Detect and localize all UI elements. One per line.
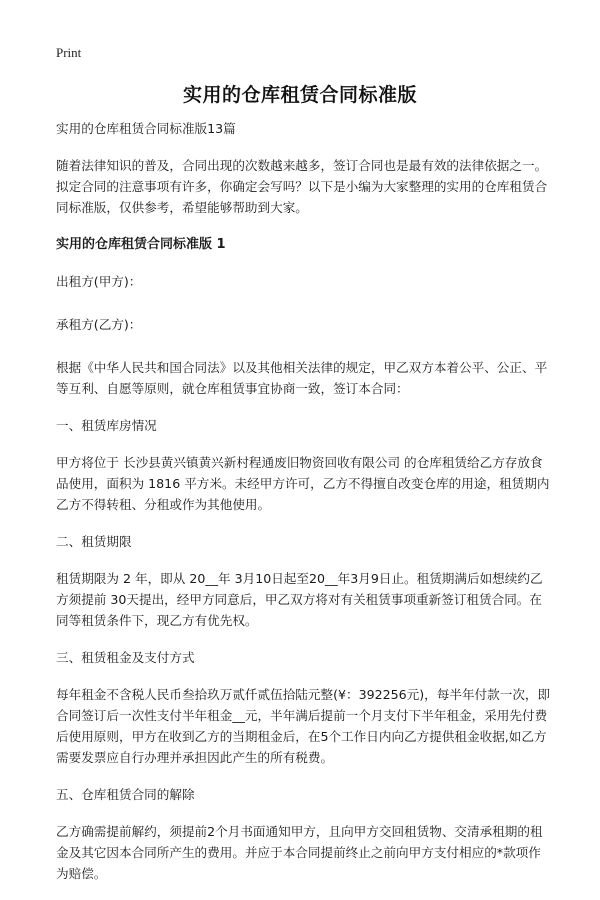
subtitle: 实用的仓库租赁合同标准版13篇 — [56, 121, 236, 136]
clause-heading: 一、租赁库房情况 — [56, 418, 157, 433]
clause-heading: 二、租赁期限 — [56, 534, 132, 549]
party-a-label: 出租方(甲方)： — [56, 274, 142, 289]
clause-text: 乙方确需提前解约，须提前2个月书面通知甲方，且向甲方交回租赁物、交清承租期的租金及其它因本合同所产生的费用。并应于本合同提前终止之前向甲方支付相应的*款项作为赔偿。 — [56, 824, 543, 881]
section-title: 实用的仓库租赁合同标准版 1 — [56, 237, 226, 252]
intro-paragraph: 随着法律知识的普及，合同出现的次数越来越多，签订合同也是最有效的法律依据之一。拟定合同的注意事项有许多，你确定会写吗？以下是小编为大家整理的实用的仓库租赁合同标准版，仅供参考，希望能够帮助到大家。 — [56, 158, 548, 215]
clause-heading: 五、仓库租赁合同的解除 — [56, 787, 195, 802]
document-title: 实用的仓库租赁合同标准版 — [182, 84, 417, 106]
clause-heading: 三、租赁租金及支付方式 — [56, 650, 195, 665]
clause-text: 甲方将位于 长沙县黄兴镇黄兴新村程通废旧物资回收有限公司 的仓库租赁给乙方存放食品使用，面积为 1816 平方米。未经甲方许可，乙方不得擅自改变仓库的用途，租赁期内乙方不得转租、分租或作为其他使用。 — [56, 455, 550, 512]
print-link[interactable]: Print — [56, 45, 82, 60]
party-b-label: 承租方(乙方)： — [56, 317, 142, 332]
clause-text: 每年租金不含税人民币叁拾玖万贰仟贰伍拾陆元整(¥：392256元)，每半年付款一次，即合同签订后一次性支付半年租金__元，半年满后提前一个月支付下半年租金，采用先付费后使用原则，甲方在收到乙方的当期租金后，在5个工作日内向乙方提供租金收据,如乙方需要发票应自行办理并承担因此产生的所有税费。 — [56, 687, 551, 765]
clause-text: 租赁期限为 2 年，即从 20__年 3月10日起至20__年3月9日止。租赁期满后如想续约乙方须提前 30天提出，经甲方同意后，甲乙双方将对有关租赁事项重新签订租赁合同。在同等租赁条件下，现乙方有优先权。 — [56, 571, 543, 628]
document-body — [56, 118, 552, 900]
preamble-paragraph: 根据《中华人民共和国合同法》以及其他相关法律的规定，甲乙双方本着公平、公正、平等互利、自愿等原则，就仓库租赁事宜协商一致，签订本合同： — [56, 360, 548, 396]
